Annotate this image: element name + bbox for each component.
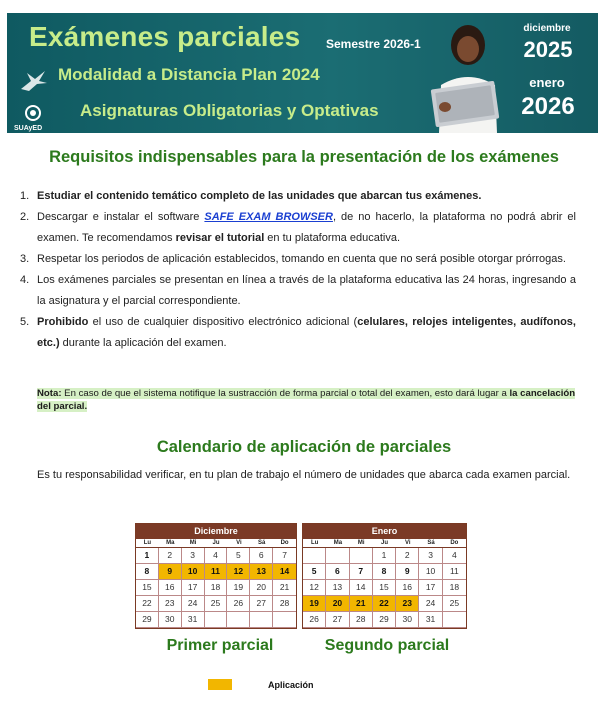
calendar-day-cell: 11 (443, 564, 466, 580)
primer-parcial-label: Primer parcial (166, 637, 274, 654)
weekday-label: Sá (427, 540, 435, 546)
calendar-day-cell: 13 (326, 580, 349, 596)
calendar-day-cell: 13 (250, 564, 273, 580)
calendar-month-title: Diciembre (136, 524, 296, 539)
calendar-day-cell: 2 (159, 548, 182, 564)
calendar-day-cell: 18 (205, 580, 228, 596)
month-january-label: enero (529, 75, 565, 90)
weekday-label: Ma (166, 540, 175, 546)
calendar-days-grid (136, 548, 296, 628)
safe-exam-browser-link[interactable]: SAFE EXAM BROWSER (204, 211, 333, 223)
calendar-day-cell: 1 (136, 548, 159, 564)
calendar-day-cell: 29 (373, 612, 396, 628)
weekday-label: Do (450, 540, 459, 546)
requirements-list (20, 186, 576, 354)
calendar-day-cell: 7 (350, 564, 373, 580)
year-2025-label: 2025 (523, 37, 573, 62)
weekday-label: Ma (333, 540, 343, 546)
note-box: Nota: En caso de que el sistema notifique la sustracción de forma parcial o total del examen, esto dará lugar a la cancelación del parcial. (37, 388, 576, 412)
weekday-label: Do (280, 540, 289, 546)
calendar-empty-cell (350, 548, 373, 564)
calendar-day-cell: 26 (227, 596, 250, 612)
list-item: 4. Los exámenes parciales se presentan en línea a través de la plataforma educativa las 24 horas, ingresando a la asignatura y el parcial correspondiente. (20, 274, 576, 307)
calendar-day-cell: 10 (419, 564, 442, 580)
calendar-day-cell: 21 (273, 580, 296, 596)
legend-label: Aplicación (268, 680, 314, 690)
calendar-day-cell: 25 (205, 596, 228, 612)
calendar-day-cell: 19 (227, 580, 250, 596)
calendar-weekday-row (136, 539, 296, 548)
calendar-month-title: Enero (303, 524, 466, 539)
calendar-empty-cell (250, 612, 273, 628)
calendar-day-cell: 6 (250, 548, 273, 564)
calendar-day-cell: 12 (227, 564, 250, 580)
calendar-day-cell: 15 (373, 580, 396, 596)
calendar-day-cell: 30 (159, 612, 182, 628)
calendar-day-cell: 8 (373, 564, 396, 580)
student-laptop-image (425, 19, 507, 133)
calendar-day-cell: 1 (373, 548, 396, 564)
modalidad-label: Modalidad a Distancia Plan 2024 (58, 65, 320, 84)
calendar-empty-cell (443, 612, 466, 628)
calendar-intro: Es tu responsabilidad verificar, en tu plan de trabajo el número de unidades que abarca cada examen parcial. (37, 469, 571, 481)
calendar-day-cell: 12 (303, 580, 326, 596)
calendar-day-cell: 27 (250, 596, 273, 612)
list-item: 1. Estudiar el contenido temático completo de las unidades que abarcan tus exámenes. (20, 190, 482, 202)
suayed-logo-text: SUAyED (14, 125, 43, 132)
calendar-day-cell: 3 (182, 548, 205, 564)
calendar-day-cell: 7 (273, 548, 296, 564)
note-label: Nota: (37, 388, 62, 399)
calendar-day-cell: 17 (182, 580, 205, 596)
calendar-day-cell: 28 (350, 612, 373, 628)
calendar-day-cell: 31 (182, 612, 205, 628)
calendar-day-cell: 4 (443, 548, 466, 564)
calendar-day-cell: 2 (396, 548, 419, 564)
weekday-label: Vi (405, 540, 411, 546)
calendar-day-cell: 19 (303, 596, 326, 612)
calendar-day-cell: 16 (396, 580, 419, 596)
calendar-day-cell: 4 (205, 548, 228, 564)
weekday-label: Vi (236, 540, 242, 546)
calendar-day-cell: 23 (159, 596, 182, 612)
calendar-empty-cell (205, 612, 228, 628)
calendar-day-cell: 9 (396, 564, 419, 580)
legend-swatch (208, 679, 232, 690)
weekday-label: Ju (380, 540, 388, 546)
calendar-empty-cell (326, 548, 349, 564)
calendar-day-cell: 3 (419, 548, 442, 564)
calendar-day-cell: 16 (159, 580, 182, 596)
calendar-day-cell: 30 (396, 612, 419, 628)
calendar-empty-cell (303, 548, 326, 564)
calendar-day-cell: 5 (227, 548, 250, 564)
calendar-day-cell: 14 (350, 580, 373, 596)
calendar-day-cell: 31 (419, 612, 442, 628)
requirements-heading: Requisitos indispensables para la presentación de los exámenes (49, 148, 559, 166)
calendar-day-cell: 22 (136, 596, 159, 612)
calendar-day-cell: 9 (159, 564, 182, 580)
calendar-days-grid (303, 548, 466, 628)
calendar-january (302, 523, 467, 629)
calendar-day-cell: 20 (326, 596, 349, 612)
semester-label: Semestre 2026-1 (326, 37, 421, 51)
month-december-label: diciembre (523, 23, 571, 34)
weekday-label: Mi (189, 540, 197, 546)
weekday-label: Lu (143, 540, 152, 546)
calendar-day-cell: 26 (303, 612, 326, 628)
asignaturas-label: Asignaturas Obligatorias y Optativas (80, 101, 379, 120)
calendar-day-cell: 24 (419, 596, 442, 612)
calendar-day-cell: 22 (373, 596, 396, 612)
calendar-day-cell: 21 (350, 596, 373, 612)
calendar-day-cell: 8 (136, 564, 159, 580)
banner-title: Exámenes parciales (29, 21, 301, 52)
segundo-parcial-label: Segundo parcial (324, 637, 450, 654)
calendar-day-cell: 25 (443, 596, 466, 612)
hummingbird-icon (19, 69, 49, 93)
calendar-day-cell: 28 (273, 596, 296, 612)
calendar-day-cell: 14 (273, 564, 296, 580)
calendar-day-cell: 29 (136, 612, 159, 628)
list-item: 5. Prohibido el uso de cualquier dispositivo electrónico adicional (celulares, relojes inteligentes, audífonos, etc.) durante la aplicación del examen. (20, 316, 576, 349)
weekday-label: Lu (310, 540, 319, 546)
calendar-day-cell: 6 (326, 564, 349, 580)
calendar-day-cell: 10 (182, 564, 205, 580)
weekday-label: Sá (258, 540, 266, 546)
calendar-day-cell: 27 (326, 612, 349, 628)
calendar-december (135, 523, 297, 629)
calendar-heading: Calendario de aplicación de parciales (156, 438, 452, 456)
calendar-day-cell: 24 (182, 596, 205, 612)
list-item: 2. Descargar e instalar el software SAFE EXAM BROWSER, de no hacerlo, la plataforma no podrá abrir el examen. Te recomendamos revisar el tutorial en tu plataforma educativa. (20, 211, 576, 244)
calendar-day-cell: 20 (250, 580, 273, 596)
calendar-weekday-row (303, 539, 466, 548)
weekday-label: Ju (212, 540, 220, 546)
calendar-day-cell: 17 (419, 580, 442, 596)
calendar-day-cell: 11 (205, 564, 228, 580)
weekday-label: Mi (357, 540, 365, 546)
header-banner (7, 13, 598, 133)
calendar-empty-cell (273, 612, 296, 628)
calendar-empty-cell (227, 612, 250, 628)
year-2026-label: 2026 (521, 93, 575, 120)
calendar-day-cell: 23 (396, 596, 419, 612)
calendar-day-cell: 5 (303, 564, 326, 580)
calendar-day-cell: 18 (443, 580, 466, 596)
list-item: 3. Respetar los periodos de aplicación establecidos, tomando en cuenta que no será posible otorgar prórrogas. (20, 253, 566, 265)
calendar-day-cell: 15 (136, 580, 159, 596)
